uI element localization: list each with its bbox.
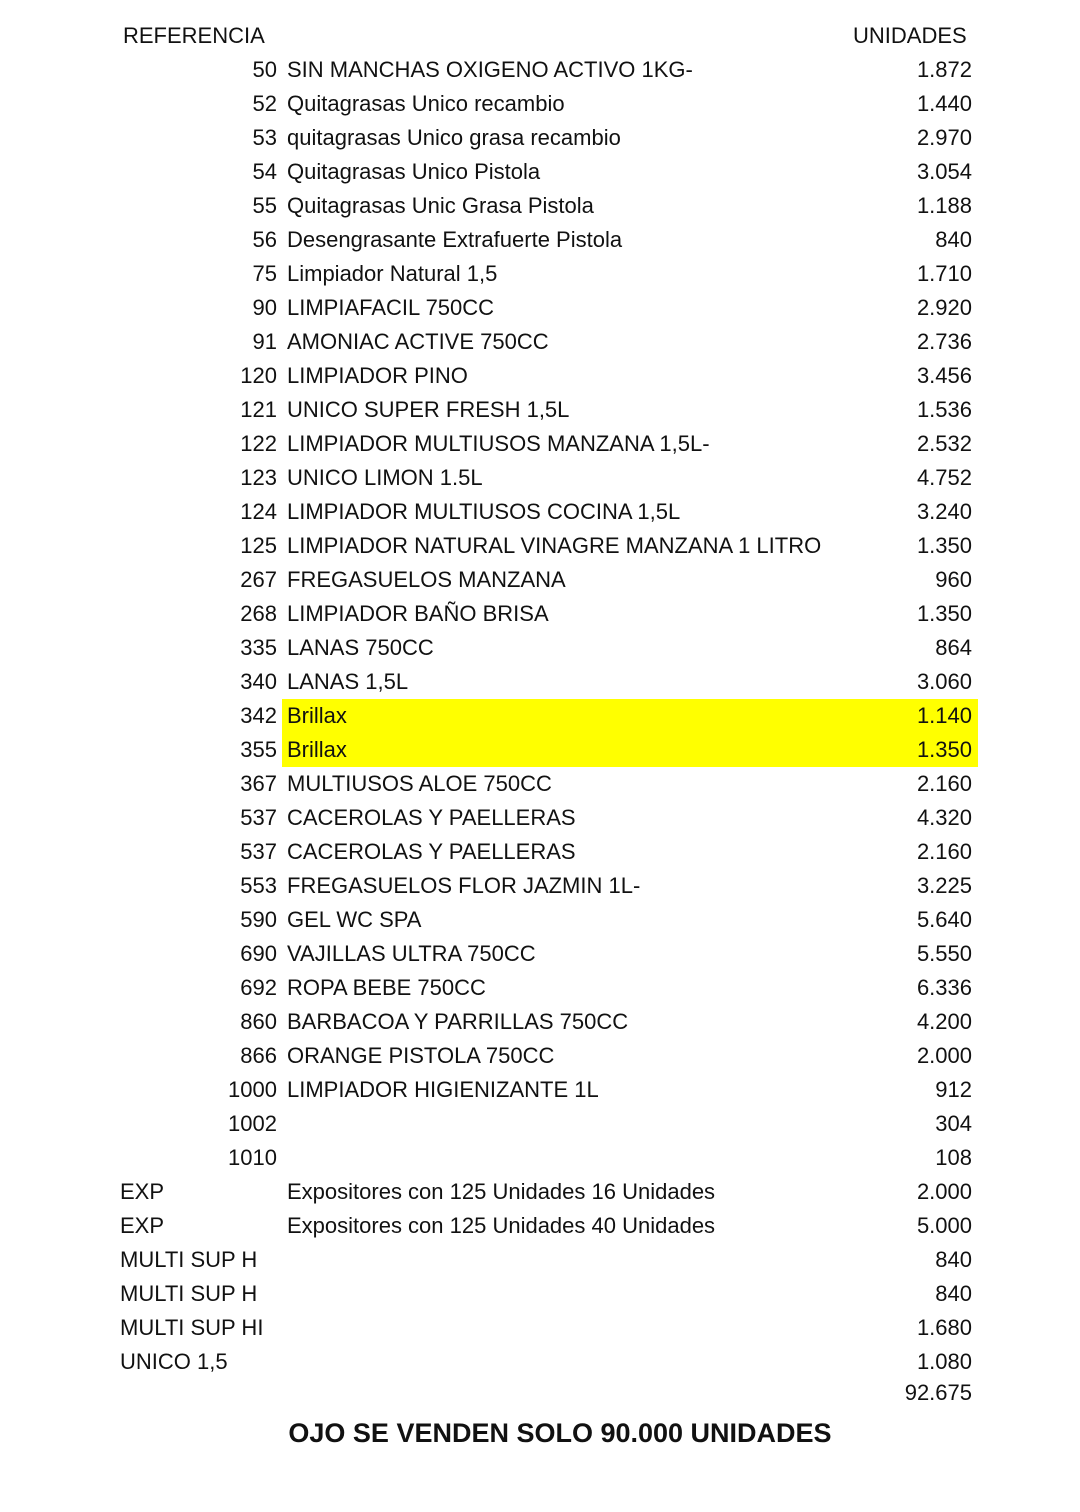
row-units: 5.640 xyxy=(916,907,972,932)
table-row xyxy=(0,359,1080,393)
row-units: 1.872 xyxy=(916,57,972,82)
units-column-header: UNIDADES xyxy=(853,23,967,48)
table-row xyxy=(0,1107,1080,1141)
row-reference: MULTI SUP HI xyxy=(120,1315,264,1340)
row-description: FREGASUELOS FLOR JAZMIN 1L- xyxy=(287,873,641,898)
table-row xyxy=(0,801,1080,835)
table-row xyxy=(0,155,1080,189)
table-row xyxy=(0,971,1080,1005)
row-reference: 1000 xyxy=(228,1077,277,1102)
table-row xyxy=(0,1141,1080,1175)
row-reference: 690 xyxy=(240,941,277,966)
row-reference: 120 xyxy=(240,363,277,388)
row-reference: 335 xyxy=(240,635,277,660)
row-units: 6.336 xyxy=(916,975,972,1000)
row-description: Expositores con 125 Unidades 40 Unidades xyxy=(287,1213,716,1238)
row-description: FREGASUELOS MANZANA xyxy=(287,567,566,592)
row-description: quitagrasas Unico grasa recambio xyxy=(287,125,621,150)
table-row xyxy=(0,325,1080,359)
table-row xyxy=(0,223,1080,257)
row-reference: 121 xyxy=(240,397,277,422)
row-units: 3.054 xyxy=(916,159,972,184)
table-row xyxy=(0,257,1080,291)
row-units: 3.240 xyxy=(916,499,972,524)
row-units: 840 xyxy=(935,1247,972,1272)
row-description: Desengrasante Extrafuerte Pistola xyxy=(287,227,623,252)
table-row xyxy=(0,1005,1080,1039)
table-row xyxy=(0,835,1080,869)
sales-note: OJO SE VENDEN SOLO 90.000 UNIDADES xyxy=(288,1418,832,1448)
row-units: 1.188 xyxy=(916,193,972,218)
row-units: 840 xyxy=(935,227,972,252)
table-row xyxy=(0,53,1080,87)
row-description: LIMPIADOR MULTIUSOS MANZANA 1,5L- xyxy=(287,431,710,456)
row-description: LIMPIADOR PINO xyxy=(287,363,468,388)
row-description: SIN MANCHAS OXIGENO ACTIVO 1KG- xyxy=(287,57,693,82)
row-description: LIMPIADOR MULTIUSOS COCINA 1,5L xyxy=(287,499,681,524)
row-units: 1.140 xyxy=(916,703,972,728)
row-reference: 55 xyxy=(252,193,277,218)
row-reference: 1002 xyxy=(228,1111,277,1136)
table-row xyxy=(0,121,1080,155)
table-row xyxy=(0,291,1080,325)
row-description: CACEROLAS Y PAELLERAS xyxy=(287,839,576,864)
row-reference: 367 xyxy=(240,771,277,796)
row-description: UNICO SUPER FRESH 1,5L xyxy=(287,397,570,422)
table-row xyxy=(0,529,1080,563)
table-row xyxy=(0,767,1080,801)
row-reference: 342 xyxy=(240,703,277,728)
row-description: LIMPIADOR NATURAL VINAGRE MANZANA 1 LITRO xyxy=(287,533,822,558)
row-units: 1.350 xyxy=(916,737,972,762)
row-units: 2.920 xyxy=(916,295,972,320)
row-description: MULTIUSOS ALOE 750CC xyxy=(287,771,552,796)
row-units: 1.536 xyxy=(916,397,972,422)
row-reference: 53 xyxy=(252,125,277,150)
row-description: AMONIAC ACTIVE 750CC xyxy=(287,329,549,354)
row-description: Brillax xyxy=(287,737,347,762)
row-reference: 268 xyxy=(240,601,277,626)
row-units: 1.080 xyxy=(916,1349,972,1374)
row-description: GEL WC SPA xyxy=(287,907,422,932)
row-description: LIMPIADOR HIGIENIZANTE 1L xyxy=(287,1077,599,1102)
row-units: 4.320 xyxy=(916,805,972,830)
row-units: 2.000 xyxy=(916,1043,972,1068)
row-description: LANAS 1,5L xyxy=(287,669,409,694)
table-row xyxy=(0,87,1080,121)
table-row xyxy=(0,869,1080,903)
row-reference: 537 xyxy=(240,839,277,864)
row-reference: 75 xyxy=(252,261,277,286)
row-units: 3.225 xyxy=(916,873,972,898)
row-reference: 553 xyxy=(240,873,277,898)
row-reference: MULTI SUP H xyxy=(120,1281,258,1306)
total-units: 92.675 xyxy=(904,1380,972,1405)
row-reference: 537 xyxy=(240,805,277,830)
row-units: 2.160 xyxy=(916,839,972,864)
table-row xyxy=(0,1209,1080,1243)
row-description: ORANGE PISTOLA 750CC xyxy=(287,1043,555,1068)
table-row xyxy=(0,189,1080,223)
row-description: Limpiador Natural 1,5 xyxy=(287,261,498,286)
row-units: 1.710 xyxy=(916,261,972,286)
table-row xyxy=(0,1243,1080,1277)
row-reference: 122 xyxy=(240,431,277,456)
table-row xyxy=(0,393,1080,427)
row-description: Expositores con 125 Unidades 16 Unidades xyxy=(287,1179,716,1204)
row-description: UNICO LIMON 1.5L xyxy=(287,465,483,490)
row-reference: 91 xyxy=(252,329,277,354)
row-units: 4.752 xyxy=(916,465,972,490)
row-units: 2.532 xyxy=(916,431,972,456)
row-units: 3.060 xyxy=(916,669,972,694)
product-table xyxy=(0,53,1080,1379)
row-reference: 52 xyxy=(252,91,277,116)
table-row xyxy=(0,1039,1080,1073)
row-reference: 355 xyxy=(240,737,277,762)
row-description: LIMPIAFACIL 750CC xyxy=(287,295,495,320)
row-reference: 90 xyxy=(252,295,277,320)
row-units: 1.350 xyxy=(916,533,972,558)
row-description: LANAS 750CC xyxy=(287,635,434,660)
row-units: 304 xyxy=(935,1111,972,1136)
table-row xyxy=(0,1073,1080,1107)
reference-column-header: REFERENCIA xyxy=(123,23,265,48)
table-row xyxy=(0,1311,1080,1345)
row-units: 108 xyxy=(935,1145,972,1170)
table-row xyxy=(0,461,1080,495)
row-description: BARBACOA Y PARRILLAS 750CC xyxy=(287,1009,629,1034)
row-reference: 860 xyxy=(240,1009,277,1034)
row-units: 2.736 xyxy=(916,329,972,354)
row-units: 4.200 xyxy=(916,1009,972,1034)
row-units: 1.680 xyxy=(916,1315,972,1340)
table-row xyxy=(0,631,1080,665)
table-row xyxy=(0,733,1080,767)
row-reference: 50 xyxy=(252,57,277,82)
row-description: Quitagrasas Unico Pistola xyxy=(287,159,541,184)
row-reference: 54 xyxy=(252,159,277,184)
row-description: Quitagrasas Unic Grasa Pistola xyxy=(287,193,594,218)
row-description: CACEROLAS Y PAELLERAS xyxy=(287,805,576,830)
row-units: 5.550 xyxy=(916,941,972,966)
row-reference: 123 xyxy=(240,465,277,490)
table-row xyxy=(0,903,1080,937)
row-reference: UNICO 1,5 xyxy=(120,1349,228,1374)
table-header xyxy=(0,19,1080,53)
table-row xyxy=(0,1175,1080,1209)
row-reference: 267 xyxy=(240,567,277,592)
row-reference: 125 xyxy=(240,533,277,558)
table-row xyxy=(0,563,1080,597)
row-reference: 692 xyxy=(240,975,277,1000)
table-row xyxy=(0,1277,1080,1311)
row-units: 2.000 xyxy=(916,1179,972,1204)
table-row xyxy=(0,1345,1080,1379)
row-description: LIMPIADOR BAÑO BRISA xyxy=(287,601,549,626)
row-units: 5.000 xyxy=(916,1213,972,1238)
table-row xyxy=(0,597,1080,631)
row-units: 2.160 xyxy=(916,771,972,796)
row-units: 1.440 xyxy=(916,91,972,116)
row-units: 912 xyxy=(935,1077,972,1102)
row-description: Brillax xyxy=(287,703,347,728)
table-row xyxy=(0,937,1080,971)
table-row xyxy=(0,665,1080,699)
row-units: 1.350 xyxy=(916,601,972,626)
row-units: 2.970 xyxy=(916,125,972,150)
table-row xyxy=(0,699,1080,733)
row-description: VAJILLAS ULTRA 750CC xyxy=(287,941,536,966)
row-reference: 590 xyxy=(240,907,277,932)
row-reference: 56 xyxy=(252,227,277,252)
row-units: 960 xyxy=(935,567,972,592)
row-reference: MULTI SUP H xyxy=(120,1247,258,1272)
row-reference: 124 xyxy=(240,499,277,524)
row-reference: 866 xyxy=(240,1043,277,1068)
row-reference: 340 xyxy=(240,669,277,694)
row-description: Quitagrasas Unico recambio xyxy=(287,91,565,116)
row-units: 840 xyxy=(935,1281,972,1306)
table-row xyxy=(0,495,1080,529)
row-units: 3.456 xyxy=(916,363,972,388)
row-description: ROPA BEBE 750CC xyxy=(287,975,486,1000)
row-units: 864 xyxy=(935,635,972,660)
row-reference: 1010 xyxy=(228,1145,277,1170)
row-reference: EXP xyxy=(120,1213,165,1238)
table-row xyxy=(0,427,1080,461)
row-reference: EXP xyxy=(120,1179,165,1204)
